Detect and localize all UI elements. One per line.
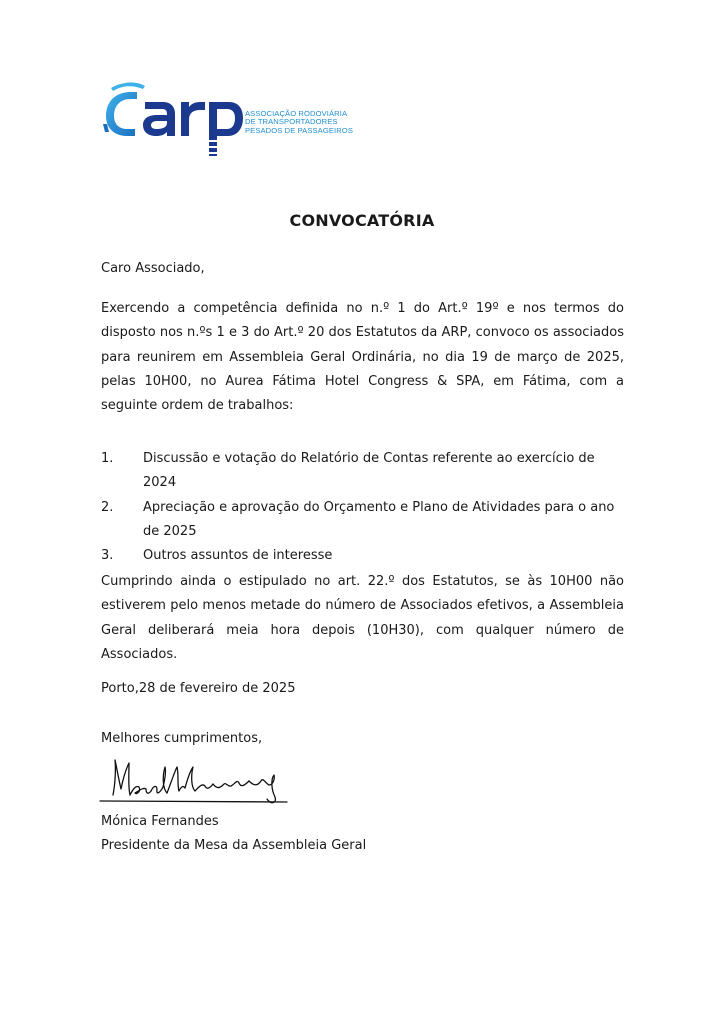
signature-drawing <box>99 755 289 810</box>
logo-tagline-line: ASSOCIAÇÃO RODOVIÁRIA <box>245 109 348 118</box>
agenda-item-text: Apreciação e aprovação do Orçamento e Plano de Atividades para o ano de 2025 <box>143 499 615 539</box>
signer-name: Mónica Fernandes <box>101 814 219 829</box>
agenda-item <box>101 544 624 568</box>
agenda-item-number: 1. <box>101 451 114 466</box>
greeting: Caro Associado, <box>101 261 205 276</box>
agenda-list <box>101 447 624 568</box>
agenda-item-text: Discussão e votação do Relatório de Contas referente ao exercício de 2024 <box>143 451 595 491</box>
logo-tagline-line: PESADOS DE PASSAGEIROS <box>245 125 353 135</box>
closing-salutation: Melhores cumprimentos, <box>101 731 263 746</box>
place-date: Porto,28 de fevereiro de 2025 <box>101 681 296 696</box>
agenda-item-number: 2. <box>101 499 114 515</box>
signer-role: Presidente da Mesa da Assembleia Geral <box>101 838 367 853</box>
convocation-paragraph: Exercendo a competência definida no n.º 1 do Art.º 19º e nos termos do disposto nos n.ºs 1 e 3 do Art.º 20 dos Estatutos da ARP, convoco os associados para reunirem em Assembleia Geral Ordinária, no dia 19 de março de 2025, pelas 10H00, no Aurea Fátima Hotel Congress & SPA, em Fátima, com a seguinte ordem de trabalhos: <box>101 301 624 414</box>
agenda-item <box>101 447 624 496</box>
quorum-paragraph: Cumprindo ainda o estipulado no art. 22.º dos Estatutos, se às 10H00 não estiverem pelo menos metade do número de Associados efetivos, a Assembleia Geral deliberará meia hora depois (10H30), com qualquer número de Associados. <box>101 574 624 662</box>
agenda-item-text: Outros assuntos de interesse <box>143 548 333 564</box>
handwritten-signature <box>99 755 289 810</box>
agenda-item <box>101 496 624 545</box>
agenda-item-number: 3. <box>101 548 114 564</box>
arp-logo <box>101 80 351 160</box>
document-title: CONVOCATÓRIA <box>289 211 435 230</box>
logo-tagline <box>245 110 353 135</box>
logo-tagline-line: DE TRANSPORTADORES <box>245 117 338 127</box>
